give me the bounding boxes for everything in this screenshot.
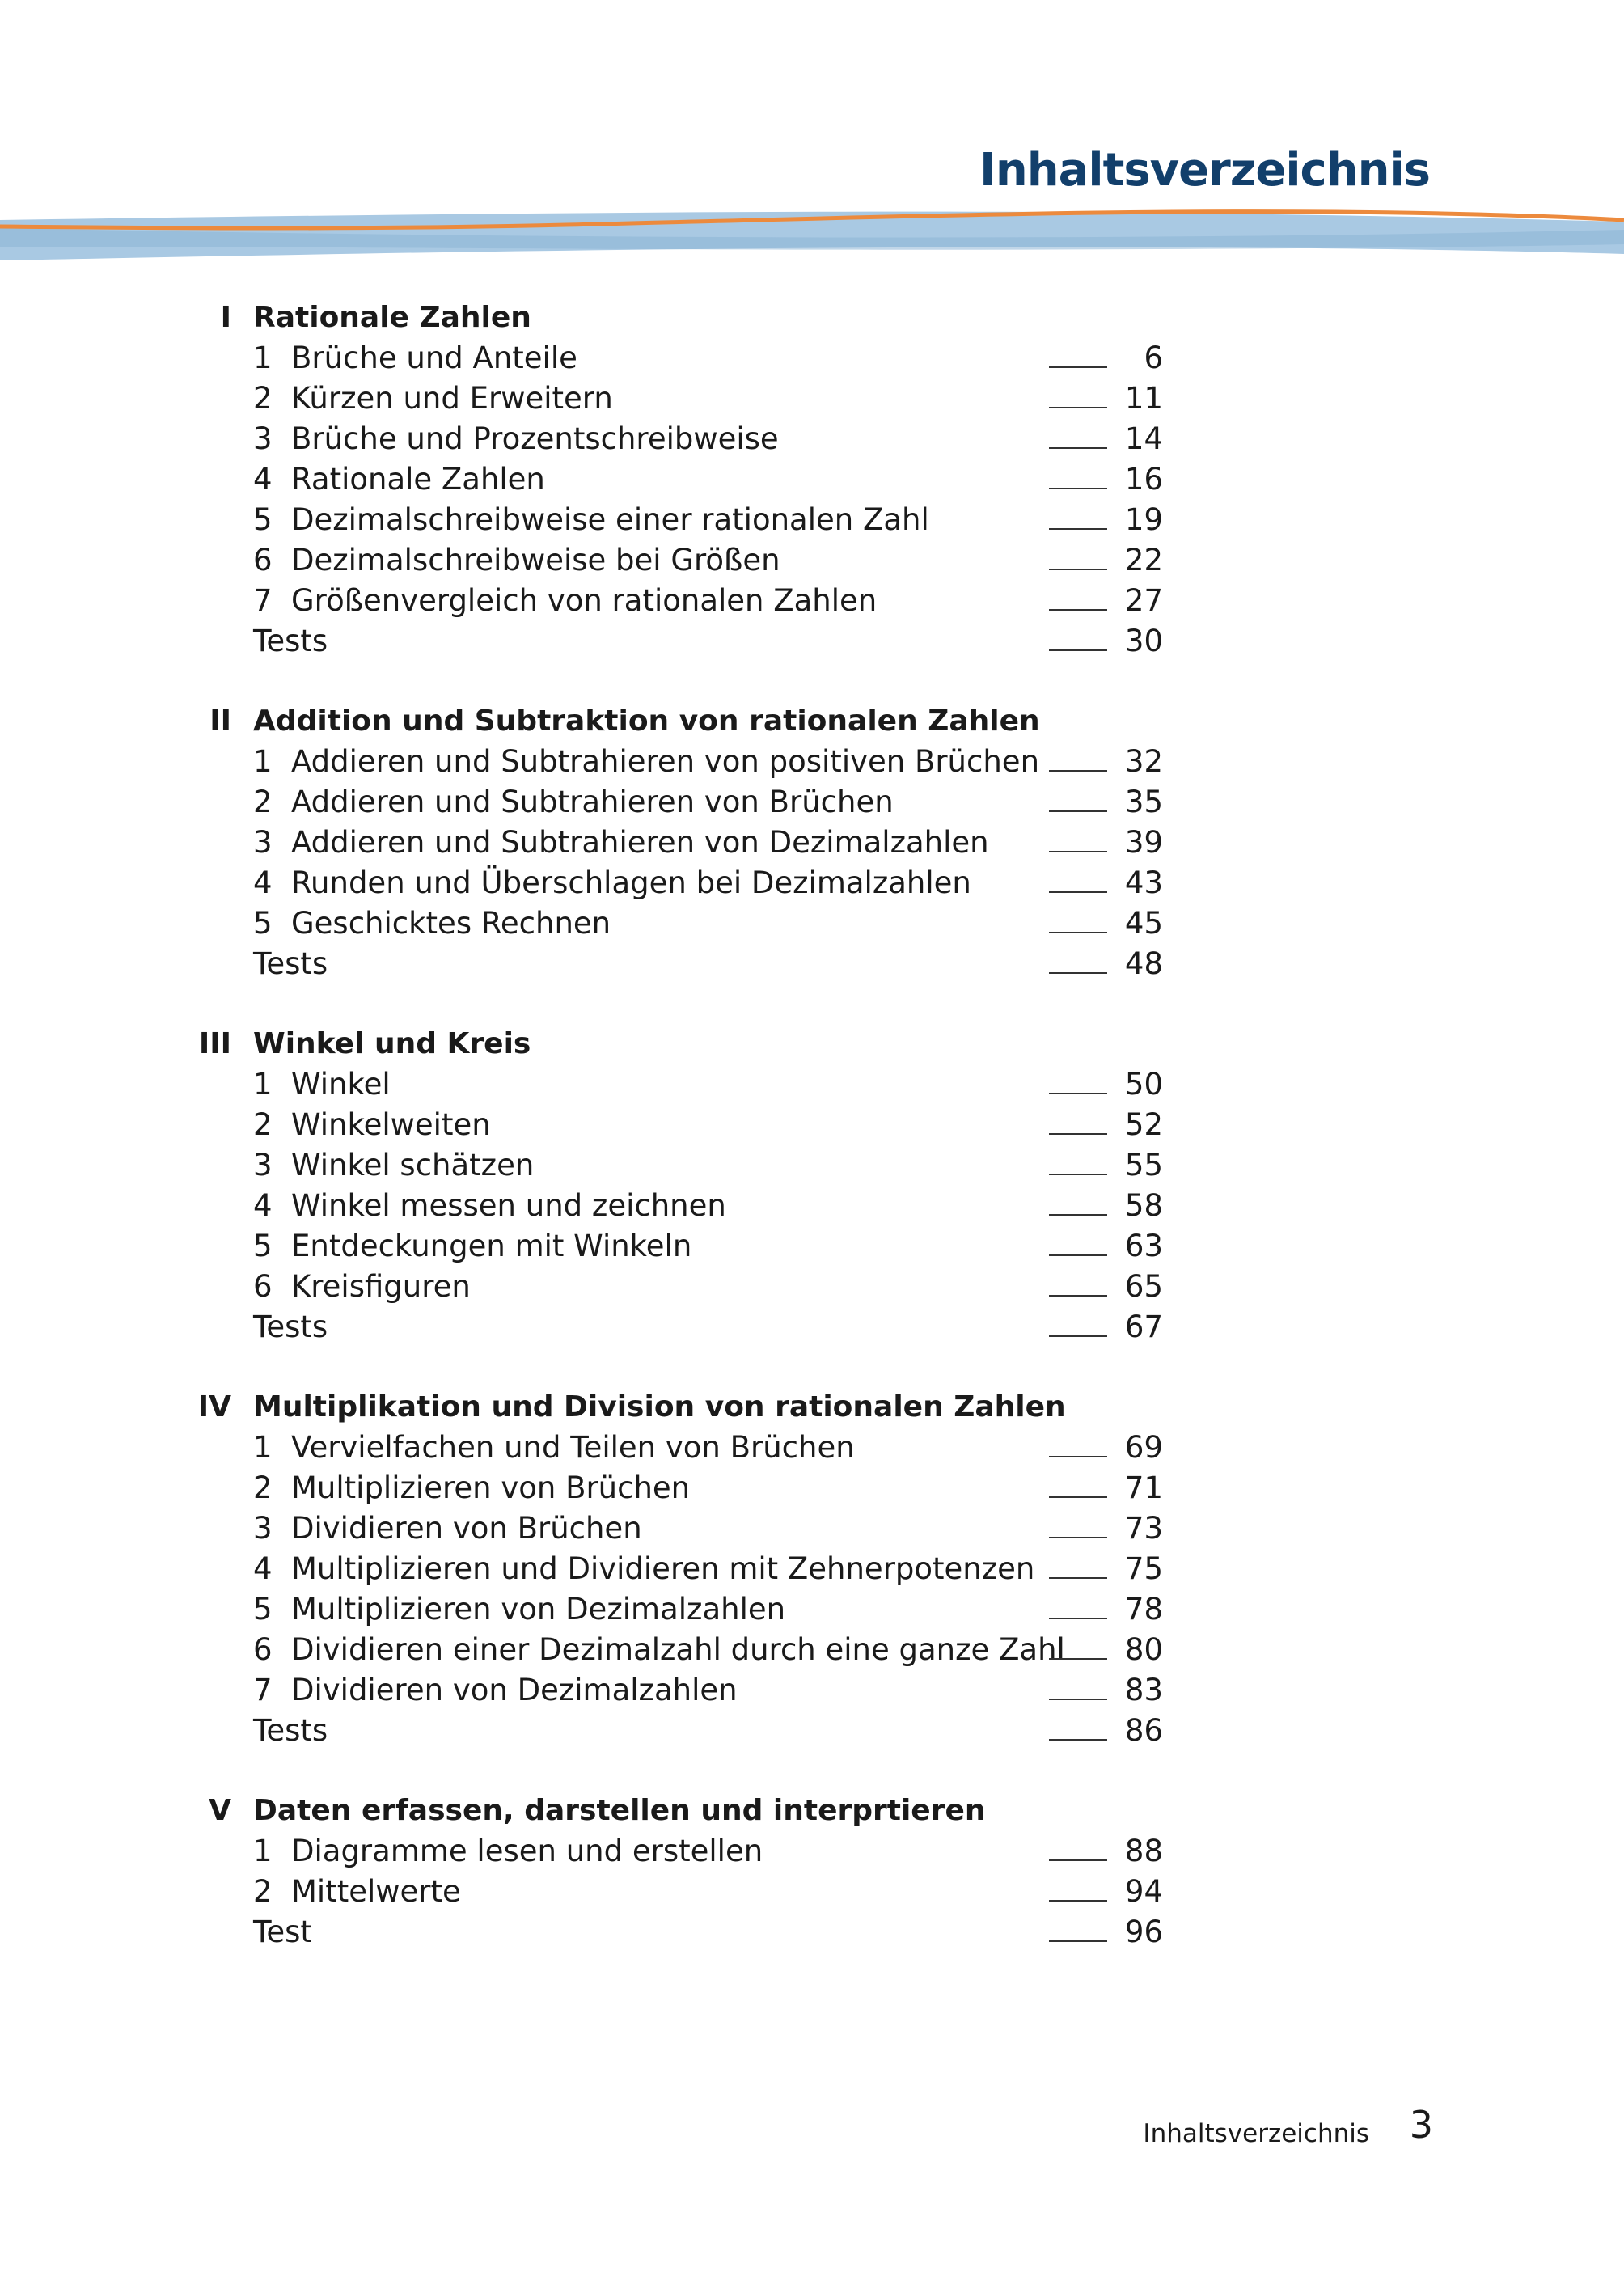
leader-line bbox=[1049, 488, 1107, 489]
entry-number: 1 bbox=[253, 1430, 273, 1465]
leader-line bbox=[1049, 1456, 1107, 1457]
toc-entry[interactable] bbox=[0, 1267, 1624, 1307]
entry-number: 6 bbox=[253, 1632, 273, 1667]
entry-title: Winkel schätzen bbox=[291, 1148, 535, 1182]
entry-title: Multiplizieren und Dividieren mit Zehnerpotenzen bbox=[291, 1551, 1035, 1586]
chapter-number: I bbox=[220, 301, 231, 334]
entry-page-number: 45 bbox=[1124, 906, 1163, 941]
entry-title: Brüche und Anteile bbox=[291, 341, 577, 375]
chapter-number: III bbox=[198, 1027, 231, 1060]
entry-page-number: 50 bbox=[1124, 1067, 1163, 1102]
leader-line bbox=[1049, 1618, 1107, 1619]
entry-number: 6 bbox=[253, 1269, 273, 1304]
entry-page-number: 83 bbox=[1124, 1673, 1163, 1707]
leader-line bbox=[1049, 1859, 1107, 1861]
entry-page-number: 73 bbox=[1124, 1511, 1163, 1546]
entry-page-number: 78 bbox=[1124, 1592, 1163, 1627]
entry-title: Winkel bbox=[291, 1067, 391, 1102]
entry-page-number: 80 bbox=[1124, 1632, 1163, 1667]
entry-title: Entdeckungen mit Winkeln bbox=[291, 1229, 692, 1263]
entry-number: 5 bbox=[253, 1592, 273, 1627]
entry-title: Diagramme lesen und erstellen bbox=[291, 1834, 763, 1868]
toc-entry[interactable] bbox=[0, 1468, 1624, 1508]
entry-number: 2 bbox=[253, 1470, 273, 1505]
entry-title: Dezimalschreibweise einer rationalen Zahl bbox=[291, 502, 929, 537]
entry-page-number: 86 bbox=[1124, 1713, 1163, 1748]
entry-page-number: 19 bbox=[1124, 502, 1163, 537]
toc-entry[interactable] bbox=[0, 1912, 1624, 1952]
chapter-heading[interactable] bbox=[0, 1791, 1624, 1831]
toc-entry[interactable] bbox=[0, 1428, 1624, 1468]
entry-number: 3 bbox=[253, 1148, 273, 1182]
toc-entry[interactable] bbox=[0, 621, 1624, 662]
entry-number: 2 bbox=[253, 381, 273, 416]
entry-title: Multiplizieren von Brüchen bbox=[291, 1470, 691, 1505]
entry-title: Größenvergleich von rationalen Zahlen bbox=[291, 583, 878, 618]
toc-entry[interactable] bbox=[0, 782, 1624, 823]
leader-line bbox=[1049, 1699, 1107, 1700]
entry-title: Kürzen und Erweitern bbox=[291, 381, 613, 416]
entry-number: 4 bbox=[253, 462, 273, 497]
toc-entry[interactable] bbox=[0, 540, 1624, 581]
leader-line bbox=[1049, 1295, 1107, 1297]
page-title: Inhaltsverzeichnis bbox=[979, 144, 1430, 197]
entry-number: 6 bbox=[253, 543, 273, 577]
entry-title: Mittelwerte bbox=[291, 1874, 461, 1909]
entry-page-number: 75 bbox=[1124, 1551, 1163, 1586]
entry-title: Winkel messen und zeichnen bbox=[291, 1188, 726, 1223]
entry-page-number: 27 bbox=[1124, 583, 1163, 618]
toc-entry[interactable] bbox=[0, 1508, 1624, 1549]
entry-number: 5 bbox=[253, 502, 273, 537]
entry-title: Rationale Zahlen bbox=[291, 462, 545, 497]
toc-entry[interactable] bbox=[0, 1307, 1624, 1347]
toc-entry[interactable] bbox=[0, 338, 1624, 379]
leader-line bbox=[1049, 609, 1107, 611]
entry-title: Tests bbox=[253, 946, 328, 981]
entry-page-number: 69 bbox=[1124, 1430, 1163, 1465]
toc-entry[interactable] bbox=[0, 944, 1624, 984]
entry-number: 3 bbox=[253, 421, 273, 456]
entry-page-number: 71 bbox=[1124, 1470, 1163, 1505]
toc-entry[interactable] bbox=[0, 823, 1624, 863]
entry-page-number: 55 bbox=[1124, 1148, 1163, 1182]
toc-entry[interactable] bbox=[0, 1872, 1624, 1912]
entry-page-number: 16 bbox=[1124, 462, 1163, 497]
entry-title: Geschicktes Rechnen bbox=[291, 906, 611, 941]
leader-line bbox=[1049, 810, 1107, 812]
leader-line bbox=[1049, 770, 1107, 772]
entry-number: 1 bbox=[253, 341, 273, 375]
toc-entry[interactable] bbox=[0, 1711, 1624, 1751]
entry-page-number: 52 bbox=[1124, 1107, 1163, 1142]
leader-line bbox=[1049, 366, 1107, 368]
entry-page-number: 94 bbox=[1124, 1874, 1163, 1909]
entry-page-number: 11 bbox=[1124, 381, 1163, 416]
toc-chapter bbox=[0, 1791, 1624, 1952]
chapter-title: Winkel und Kreis bbox=[253, 1027, 531, 1060]
entry-title: Multiplizieren von Dezimalzahlen bbox=[291, 1592, 786, 1627]
entry-page-number: 32 bbox=[1124, 744, 1163, 779]
toc-entry[interactable] bbox=[0, 903, 1624, 944]
entry-page-number: 63 bbox=[1124, 1229, 1163, 1263]
toc-entry[interactable] bbox=[0, 1630, 1624, 1670]
leader-line bbox=[1049, 649, 1107, 651]
toc-entry[interactable] bbox=[0, 1226, 1624, 1267]
chapter-title: Addition und Subtraktion von rationalen Zahlen bbox=[253, 704, 1040, 738]
toc-entry[interactable] bbox=[0, 1670, 1624, 1711]
entry-page-number: 88 bbox=[1124, 1834, 1163, 1868]
entry-number: 2 bbox=[253, 1107, 273, 1142]
leader-line bbox=[1049, 972, 1107, 974]
leader-line bbox=[1049, 528, 1107, 530]
entry-title: Addieren und Subtrahieren von Dezimalzahlen bbox=[291, 825, 989, 860]
entry-page-number: 58 bbox=[1124, 1188, 1163, 1223]
entry-page-number: 22 bbox=[1124, 543, 1163, 577]
leader-line bbox=[1049, 851, 1107, 852]
toc-entry[interactable] bbox=[0, 1831, 1624, 1872]
footer-page-number: 3 bbox=[1409, 2103, 1433, 2147]
entry-page-number: 65 bbox=[1124, 1269, 1163, 1304]
entry-number: 4 bbox=[253, 1551, 273, 1586]
entry-title: Kreisfiguren bbox=[291, 1269, 471, 1304]
chapter-number: IV bbox=[197, 1390, 231, 1424]
entry-page-number: 43 bbox=[1124, 865, 1163, 900]
toc-entry[interactable] bbox=[0, 1145, 1624, 1186]
leader-line bbox=[1049, 1537, 1107, 1538]
chapter-title: Multiplikation und Division von rationalen Zahlen bbox=[253, 1390, 1066, 1424]
chapter-heading[interactable] bbox=[0, 1024, 1624, 1064]
leader-line bbox=[1049, 1214, 1107, 1216]
toc-entry[interactable] bbox=[0, 419, 1624, 459]
leader-line bbox=[1049, 407, 1107, 408]
entry-number: 4 bbox=[253, 865, 273, 900]
entry-number: 1 bbox=[253, 744, 273, 779]
leader-line bbox=[1049, 1900, 1107, 1902]
entry-page-number: 48 bbox=[1124, 946, 1163, 981]
toc-chapter bbox=[0, 1387, 1624, 1751]
toc-entry[interactable] bbox=[0, 581, 1624, 621]
toc-chapter bbox=[0, 701, 1624, 984]
footer-label: Inhaltsverzeichnis bbox=[1143, 2119, 1369, 2148]
entry-title: Vervielfachen und Teilen von Brüchen bbox=[291, 1430, 855, 1465]
entry-number: 4 bbox=[253, 1188, 273, 1223]
leader-line bbox=[1049, 1093, 1107, 1094]
entry-page-number: 30 bbox=[1124, 624, 1163, 658]
entry-title: Dividieren einer Dezimalzahl durch eine ganze Zahl bbox=[291, 1632, 1065, 1667]
entry-title: Winkelweiten bbox=[291, 1107, 491, 1142]
leader-line bbox=[1049, 891, 1107, 893]
entry-title: Dividieren von Brüchen bbox=[291, 1511, 642, 1546]
chapter-title: Daten erfassen, darstellen und interprtieren bbox=[253, 1794, 986, 1827]
entry-page-number: 6 bbox=[1144, 341, 1163, 375]
entry-title: Dezimalschreibweise bei Größen bbox=[291, 543, 780, 577]
toc-entry[interactable] bbox=[0, 459, 1624, 500]
toc-entry[interactable] bbox=[0, 742, 1624, 782]
chapter-heading[interactable] bbox=[0, 1387, 1624, 1428]
leader-line bbox=[1049, 1335, 1107, 1337]
entry-title: Dividieren von Dezimalzahlen bbox=[291, 1673, 738, 1707]
chapter-number: II bbox=[209, 704, 231, 738]
entry-page-number: 96 bbox=[1124, 1914, 1163, 1949]
entry-title: Addieren und Subtrahieren von Brüchen bbox=[291, 785, 894, 819]
chapter-heading[interactable] bbox=[0, 298, 1624, 338]
toc-entry[interactable] bbox=[0, 500, 1624, 540]
leader-line bbox=[1049, 1940, 1107, 1942]
chapter-number: V bbox=[209, 1794, 231, 1827]
toc-entry[interactable] bbox=[0, 1064, 1624, 1105]
entry-page-number: 67 bbox=[1124, 1309, 1163, 1344]
leader-line bbox=[1049, 1254, 1107, 1256]
entry-number: 5 bbox=[253, 1229, 273, 1263]
entry-number: 2 bbox=[253, 785, 273, 819]
leader-line bbox=[1049, 1496, 1107, 1498]
chapter-title: Rationale Zahlen bbox=[253, 301, 531, 334]
entry-number: 5 bbox=[253, 906, 273, 941]
entry-number: 1 bbox=[253, 1834, 273, 1868]
entry-title: Runden und Überschlagen bei Dezimalzahlen bbox=[291, 865, 971, 900]
toc-entry[interactable] bbox=[0, 1186, 1624, 1226]
header-wave-band bbox=[0, 204, 1624, 265]
entry-number: 7 bbox=[253, 583, 273, 618]
leader-line bbox=[1049, 1577, 1107, 1579]
toc-entry[interactable] bbox=[0, 1589, 1624, 1630]
entry-number: 2 bbox=[253, 1874, 273, 1909]
entry-title: Tests bbox=[253, 1309, 328, 1344]
entry-title: Test bbox=[253, 1914, 312, 1949]
entry-title: Addieren und Subtrahieren von positiven Brüchen bbox=[291, 744, 1040, 779]
entry-page-number: 39 bbox=[1124, 825, 1163, 860]
toc-chapter bbox=[0, 1024, 1624, 1347]
leader-line bbox=[1049, 447, 1107, 449]
leader-line bbox=[1049, 1174, 1107, 1175]
leader-line bbox=[1049, 1658, 1107, 1660]
toc-entry[interactable] bbox=[0, 1105, 1624, 1145]
entry-page-number: 35 bbox=[1124, 785, 1163, 819]
entry-title: Tests bbox=[253, 1713, 328, 1748]
entry-number: 1 bbox=[253, 1067, 273, 1102]
entry-number: 3 bbox=[253, 825, 273, 860]
leader-line bbox=[1049, 1133, 1107, 1135]
chapter-heading[interactable] bbox=[0, 701, 1624, 742]
entry-title: Tests bbox=[253, 624, 328, 658]
entry-number: 3 bbox=[253, 1511, 273, 1546]
toc-entry[interactable] bbox=[0, 863, 1624, 903]
leader-line bbox=[1049, 1739, 1107, 1741]
entry-title: Brüche und Prozentschreibweise bbox=[291, 421, 779, 456]
entry-number: 7 bbox=[253, 1673, 273, 1707]
leader-line bbox=[1049, 569, 1107, 570]
toc-chapter bbox=[0, 298, 1624, 662]
toc-entry[interactable] bbox=[0, 1549, 1624, 1589]
table-of-contents bbox=[0, 298, 1624, 1992]
toc-entry[interactable] bbox=[0, 379, 1624, 419]
leader-line bbox=[1049, 932, 1107, 933]
entry-page-number: 14 bbox=[1124, 421, 1163, 456]
